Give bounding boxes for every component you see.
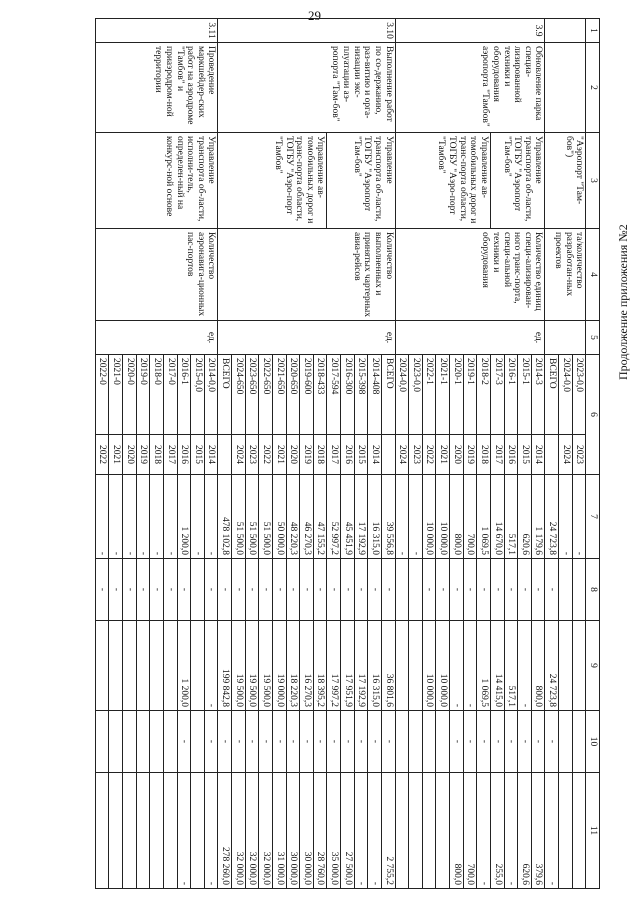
table-cell bbox=[422, 773, 436, 889]
table-cell: 379,6 bbox=[531, 773, 545, 889]
table-cell: ед. bbox=[395, 321, 545, 355]
table-cell bbox=[572, 711, 586, 773]
table-cell: - bbox=[259, 711, 273, 773]
table-row bbox=[382, 19, 396, 889]
table-cell bbox=[109, 773, 123, 889]
table-cell: - bbox=[504, 711, 518, 773]
table-cell: - bbox=[136, 559, 150, 621]
table-cell: 2018 bbox=[150, 435, 164, 475]
table-cell: - bbox=[218, 559, 232, 621]
table-cell: 2023-0,0 bbox=[572, 355, 586, 435]
table-cell bbox=[191, 621, 205, 711]
table-cell: 2017 bbox=[164, 435, 178, 475]
table-cell: 2019-0 bbox=[136, 355, 150, 435]
table-cell: 47 155,2 bbox=[313, 475, 327, 559]
table-cell: - bbox=[450, 621, 464, 711]
table-cell bbox=[572, 773, 586, 889]
table-cell: - bbox=[450, 711, 464, 773]
table-cell: 2024-0,0 bbox=[395, 355, 409, 435]
table-cell: - bbox=[204, 773, 218, 889]
table-cell: - bbox=[504, 773, 518, 889]
table-cell: 2023 bbox=[245, 435, 259, 475]
table-cell: - bbox=[463, 559, 477, 621]
table-cell: - bbox=[341, 559, 355, 621]
table-cell: - bbox=[136, 475, 150, 559]
table-cell: - bbox=[531, 559, 545, 621]
table-cell: - bbox=[300, 711, 314, 773]
table-cell bbox=[123, 773, 137, 889]
table-cell: - bbox=[504, 559, 518, 621]
table-cell bbox=[95, 711, 109, 773]
table-cell bbox=[545, 43, 586, 133]
table-cell: - bbox=[177, 773, 191, 889]
table-cell: 2020 bbox=[123, 435, 137, 475]
table-cell: 2021 bbox=[436, 435, 450, 475]
table-cell: 1 179,6 bbox=[531, 475, 545, 559]
table-cell: 2015-398 bbox=[354, 355, 368, 435]
table-cell: 2017-594 bbox=[327, 355, 341, 435]
table-cell: - bbox=[150, 475, 164, 559]
table-body bbox=[95, 19, 586, 889]
table-cell: 14 415,0 bbox=[491, 621, 505, 711]
table-cell bbox=[409, 773, 423, 889]
table-cell: 2016 bbox=[504, 435, 518, 475]
table-cell: - bbox=[95, 475, 109, 559]
table-cell: 620,6 bbox=[518, 475, 532, 559]
table-cell: - bbox=[572, 475, 586, 559]
table-cell: 800,0 bbox=[450, 475, 464, 559]
table-cell: 2016 bbox=[177, 435, 191, 475]
table-cell: 17 951,9 bbox=[341, 621, 355, 711]
table-cell bbox=[545, 321, 586, 355]
table-cell bbox=[150, 621, 164, 711]
table-cell: 2018 bbox=[477, 435, 491, 475]
col-header-6: 6 bbox=[586, 355, 600, 475]
table-cell: - bbox=[382, 559, 396, 621]
table-cell: 36 801,6 bbox=[382, 621, 396, 711]
table-cell: 10 000,0 bbox=[422, 621, 436, 711]
table-cell: 2017-0 bbox=[164, 355, 178, 435]
table-row bbox=[204, 19, 218, 889]
table-cell: - bbox=[245, 559, 259, 621]
table-cell: Управление транспорта об-ласти, исполни-тель, определен-ный на конкурс-ной основе bbox=[95, 133, 218, 229]
table-cell bbox=[395, 773, 409, 889]
table-cell: 2014 bbox=[204, 435, 218, 475]
table-cell: 2015-0,0 bbox=[191, 355, 205, 435]
table-cell: 2018-433 bbox=[313, 355, 327, 435]
table-cell: Обновление парка специа-лизированной техники и оборудования аэропорта "Тамбов" bbox=[395, 43, 545, 133]
table-cell: - bbox=[300, 559, 314, 621]
table-cell bbox=[395, 559, 409, 621]
table-cell: 2019 bbox=[136, 435, 150, 475]
table-cell: - bbox=[422, 559, 436, 621]
table-cell: 2023 bbox=[572, 435, 586, 475]
table-cell: 32 000,0 bbox=[245, 773, 259, 889]
table-cell: - bbox=[395, 475, 409, 559]
table-cell: 16 315,0 bbox=[368, 621, 382, 711]
table-cell: 2016-1 bbox=[177, 355, 191, 435]
table-cell: 17 192,9 bbox=[354, 475, 368, 559]
table-cell: 45 451,9 bbox=[341, 475, 355, 559]
table-cell bbox=[409, 559, 423, 621]
table-cell: 2014 bbox=[368, 435, 382, 475]
table-cell: 2019-1 bbox=[463, 355, 477, 435]
table-cell: 3.9 bbox=[395, 19, 545, 43]
col-header-3: 3 bbox=[586, 133, 600, 229]
table-cell: 39 556,8 bbox=[382, 475, 396, 559]
table-cell: - bbox=[518, 711, 532, 773]
table-cell: - bbox=[95, 559, 109, 621]
table-cell: - bbox=[218, 711, 232, 773]
table-cell: - bbox=[204, 559, 218, 621]
table-cell: - bbox=[259, 559, 273, 621]
table-cell bbox=[136, 773, 150, 889]
table-cell: 2015 bbox=[191, 435, 205, 475]
table-cell: ВСЕГО bbox=[218, 355, 232, 435]
table-cell: - bbox=[232, 711, 246, 773]
table-cell: 2021-650 bbox=[273, 355, 287, 435]
table-cell: 2016-1 bbox=[504, 355, 518, 435]
table-cell bbox=[191, 773, 205, 889]
table-cell: 2022 bbox=[422, 435, 436, 475]
table-cell: Количество аэронавига-ционных пас-портов bbox=[95, 229, 218, 321]
table-cell bbox=[95, 621, 109, 711]
table-cell: 2017 bbox=[491, 435, 505, 475]
table-cell: - bbox=[109, 475, 123, 559]
table-cell: - bbox=[123, 475, 137, 559]
table-cell: - bbox=[204, 711, 218, 773]
table-cell: 2022-650 bbox=[259, 355, 273, 435]
table-cell: 2016-300 bbox=[341, 355, 355, 435]
table-cell bbox=[109, 621, 123, 711]
table-cell bbox=[409, 621, 423, 711]
table-cell: - bbox=[313, 559, 327, 621]
table-cell: 2018-0 bbox=[150, 355, 164, 435]
table-cell: 2014-3 bbox=[531, 355, 545, 435]
table-cell: - bbox=[164, 559, 178, 621]
table-cell bbox=[218, 435, 232, 475]
table-cell: 2024 bbox=[395, 435, 409, 475]
rotated-table-stage bbox=[10, 18, 600, 888]
table-cell: 19 500,0 bbox=[245, 621, 259, 711]
table-cell bbox=[150, 773, 164, 889]
table-cell: - bbox=[545, 559, 559, 621]
table-cell: 2022 bbox=[95, 435, 109, 475]
table-cell: 517,1 bbox=[504, 475, 518, 559]
table-row bbox=[572, 19, 586, 889]
table-cell: 2021 bbox=[273, 435, 287, 475]
table-cell bbox=[395, 621, 409, 711]
table-cell bbox=[422, 711, 436, 773]
table-cell: 51 500,0 bbox=[245, 475, 259, 559]
table-cell bbox=[164, 711, 178, 773]
table-cell bbox=[136, 711, 150, 773]
table-cell: - bbox=[177, 711, 191, 773]
table-cell: - bbox=[368, 559, 382, 621]
table-cell: - bbox=[327, 711, 341, 773]
table-cell: 19 500,0 bbox=[232, 621, 246, 711]
table-cell: - bbox=[273, 711, 287, 773]
table-cell: - bbox=[368, 711, 382, 773]
table-cell: 2024-650 bbox=[232, 355, 246, 435]
col-header-7: 7 bbox=[586, 475, 600, 559]
table-cell: 2015 bbox=[518, 435, 532, 475]
table-cell: - bbox=[545, 773, 559, 889]
table-cell bbox=[123, 621, 137, 711]
page-number: 29 bbox=[308, 8, 321, 23]
header-row bbox=[586, 19, 600, 889]
table-cell: 517,1 bbox=[504, 621, 518, 711]
table-cell: 2018-2 bbox=[477, 355, 491, 435]
table-cell: та/количество разработан-ных проектов bbox=[545, 229, 586, 321]
table-cell: 2021 bbox=[109, 435, 123, 475]
table-cell bbox=[559, 711, 573, 773]
table-cell bbox=[559, 559, 573, 621]
table-cell: - bbox=[477, 773, 491, 889]
table-cell: 31 000,0 bbox=[273, 773, 287, 889]
table-cell: - bbox=[518, 621, 532, 711]
table-cell: 10 000,0 bbox=[436, 621, 450, 711]
table-cell: 2015-1 bbox=[518, 355, 532, 435]
table-cell: 32 000,0 bbox=[259, 773, 273, 889]
table-cell: 1 200,0 bbox=[177, 621, 191, 711]
table-cell: - bbox=[245, 711, 259, 773]
col-header-5: 5 bbox=[586, 321, 600, 355]
table-cell bbox=[150, 711, 164, 773]
table-cell: 19 500,0 bbox=[259, 621, 273, 711]
table-row bbox=[477, 19, 491, 889]
program-table bbox=[95, 18, 600, 889]
continuation-label: Продолжение приложения №2 bbox=[616, 224, 630, 380]
table-cell: - bbox=[354, 711, 368, 773]
table-cell: 27 500,0 bbox=[341, 773, 355, 889]
table-cell: - bbox=[409, 475, 423, 559]
col-header-2: 2 bbox=[586, 43, 600, 133]
table-cell: - bbox=[477, 711, 491, 773]
table-cell: - bbox=[463, 621, 477, 711]
col-header-1: 1 bbox=[586, 19, 600, 43]
table-cell: 2018 bbox=[313, 435, 327, 475]
table-cell bbox=[164, 621, 178, 711]
table-cell: 2017 bbox=[327, 435, 341, 475]
col-header-10: 10 bbox=[586, 711, 600, 773]
table-cell: - bbox=[286, 711, 300, 773]
table-cell: 2019 bbox=[300, 435, 314, 475]
table-cell: 2016 bbox=[341, 435, 355, 475]
table-cell: 2020 bbox=[286, 435, 300, 475]
table-cell: 2022-0 bbox=[95, 355, 109, 435]
table-cell: 2023-0,0 bbox=[409, 355, 423, 435]
table-cell: 2 755,2 bbox=[382, 773, 396, 889]
table-cell: 255,0 bbox=[491, 773, 505, 889]
table-cell: 1 069,5 bbox=[477, 475, 491, 559]
table-cell: 35 000,0 bbox=[327, 773, 341, 889]
table-cell: 48 220,3 bbox=[286, 475, 300, 559]
table-row bbox=[531, 19, 545, 889]
table-cell bbox=[545, 435, 559, 475]
table-cell: 2024 bbox=[232, 435, 246, 475]
table-cell: 51 500,0 bbox=[232, 475, 246, 559]
table-cell: Количество единиц специ-ализирован-ного транс-порта, специ-альной техники и оборудования bbox=[395, 229, 545, 321]
table-cell: 800,0 bbox=[531, 621, 545, 711]
table-cell: Проведение маркшейдер-ских работ на аэродроме "Тамбов" и приаэродром-ной территории bbox=[95, 43, 218, 133]
table-cell: 2020-0 bbox=[123, 355, 137, 435]
table-cell: 50 000,0 bbox=[273, 475, 287, 559]
table-cell: 10 000,0 bbox=[422, 475, 436, 559]
table-cell: 14 670,0 bbox=[491, 475, 505, 559]
table-cell: - bbox=[204, 475, 218, 559]
table-cell: 10 000,0 bbox=[436, 475, 450, 559]
table-cell bbox=[191, 711, 205, 773]
table-cell: ВСЕГО bbox=[545, 355, 559, 435]
col-header-8: 8 bbox=[586, 559, 600, 621]
table-cell: 2023-650 bbox=[245, 355, 259, 435]
table-cell: - bbox=[354, 559, 368, 621]
table-cell: 2014 bbox=[531, 435, 545, 475]
table-cell: 2015 bbox=[354, 435, 368, 475]
table-cell: - bbox=[436, 559, 450, 621]
table-cell: 51 500,0 bbox=[259, 475, 273, 559]
table-cell: 24 723,8 bbox=[545, 475, 559, 559]
table-cell: - bbox=[477, 559, 491, 621]
table-cell: - bbox=[491, 559, 505, 621]
table-cell: 52 997,2 bbox=[327, 475, 341, 559]
table-cell bbox=[436, 773, 450, 889]
table-cell bbox=[395, 711, 409, 773]
table-cell: - bbox=[164, 475, 178, 559]
col-header-4: 4 bbox=[586, 229, 600, 321]
table-cell bbox=[559, 621, 573, 711]
table-cell: 1 069,5 bbox=[477, 621, 491, 711]
table-cell bbox=[436, 711, 450, 773]
table-cell: 2024-0,0 bbox=[559, 355, 573, 435]
table-cell: 700,0 bbox=[463, 773, 477, 889]
table-cell: 17 997,2 bbox=[327, 621, 341, 711]
table-cell: 2021-0 bbox=[109, 355, 123, 435]
table-cell: - bbox=[204, 621, 218, 711]
continuation-label-wrap bbox=[616, 200, 634, 380]
table-cell: 16 315,0 bbox=[368, 475, 382, 559]
table-cell: 199 842,8 bbox=[218, 621, 232, 711]
table-cell: 18 395,2 bbox=[313, 621, 327, 711]
table-cell bbox=[572, 621, 586, 711]
table-cell: 2024 bbox=[559, 435, 573, 475]
table-cell: - bbox=[286, 559, 300, 621]
table-cell: - bbox=[559, 475, 573, 559]
table-cell: 3.10 bbox=[218, 19, 395, 43]
table-cell: - bbox=[341, 711, 355, 773]
table-cell: 700,0 bbox=[463, 475, 477, 559]
table-cell: - bbox=[463, 711, 477, 773]
table-cell bbox=[545, 19, 586, 43]
table-cell: - bbox=[232, 559, 246, 621]
table-cell: 18 220,3 bbox=[286, 621, 300, 711]
table-cell bbox=[559, 773, 573, 889]
table-cell bbox=[95, 773, 109, 889]
table-cell bbox=[164, 773, 178, 889]
table-cell: - bbox=[327, 559, 341, 621]
table-cell: - bbox=[354, 773, 368, 889]
table-cell: 17 192,9 bbox=[354, 621, 368, 711]
table-cell: - bbox=[368, 773, 382, 889]
table-cell: Выполнение работ по со-держанию, раз-витию и орга-низации экс-плуатации аэ-ропорта "Там-бов" bbox=[218, 43, 395, 133]
table-cell: 28 760,0 bbox=[313, 773, 327, 889]
table-cell: 278 260,0 bbox=[218, 773, 232, 889]
table-cell: 2014-408 bbox=[368, 355, 382, 435]
table-cell: 478 102,8 bbox=[218, 475, 232, 559]
table-cell: - bbox=[273, 559, 287, 621]
table-cell bbox=[123, 711, 137, 773]
table-cell: - bbox=[545, 711, 559, 773]
table-cell: 2021-1 bbox=[436, 355, 450, 435]
table-cell: 2022-1 bbox=[422, 355, 436, 435]
table-cell: - bbox=[491, 711, 505, 773]
table-cell bbox=[191, 559, 205, 621]
table-cell: 2019-600 bbox=[300, 355, 314, 435]
table-cell: ед. bbox=[95, 321, 218, 355]
col-header-9: 9 bbox=[586, 621, 600, 711]
table-cell: - bbox=[382, 711, 396, 773]
table-cell: Управление транспорта об-ласти, ТОГБУ "Аэропорт "Там-бов" bbox=[491, 133, 546, 229]
table-cell: 30 000,0 bbox=[286, 773, 300, 889]
table-cell: 1 200,0 bbox=[177, 475, 191, 559]
table-cell: - bbox=[150, 559, 164, 621]
table-cell bbox=[136, 621, 150, 711]
table-cell: Количество выполненных и принятых чартерных авиа-рейсов bbox=[218, 229, 395, 321]
table-cell: 19 000,0 bbox=[273, 621, 287, 711]
table-cell: "Аэропорт "Там-бов") bbox=[545, 133, 586, 229]
table-cell bbox=[109, 711, 123, 773]
table-cell bbox=[409, 711, 423, 773]
table-cell: 46 270,3 bbox=[300, 475, 314, 559]
table-cell: 2019 bbox=[463, 435, 477, 475]
table-cell: ед. bbox=[218, 321, 395, 355]
table-cell: Управление транспорта об-ласти, ТОГБУ "Аэропорт "Там-бов" bbox=[327, 133, 395, 229]
table-cell: 620,6 bbox=[518, 773, 532, 889]
table-cell: 24 723,8 bbox=[545, 621, 559, 711]
table-cell: - bbox=[313, 711, 327, 773]
table-cell: 32 000,0 bbox=[232, 773, 246, 889]
table-cell: ВСЕГО bbox=[382, 355, 396, 435]
table-cell: 2023 bbox=[409, 435, 423, 475]
table-cell: 2020-650 bbox=[286, 355, 300, 435]
table-cell: 2020 bbox=[450, 435, 464, 475]
table-cell: - bbox=[450, 559, 464, 621]
table-cell: 2017-3 bbox=[491, 355, 505, 435]
table-cell: - bbox=[123, 559, 137, 621]
table-cell: - bbox=[177, 559, 191, 621]
table-cell: 30 000,0 bbox=[300, 773, 314, 889]
table-cell: 2014-0,0 bbox=[204, 355, 218, 435]
table-cell: - bbox=[191, 475, 205, 559]
table-row bbox=[313, 19, 327, 889]
table-cell bbox=[382, 435, 396, 475]
table-cell: Управление ав-томобильных дорог и транс-порта области, ТОГБУ "Аэро-порт "Тамбов" bbox=[218, 133, 327, 229]
table-cell: 3.11 bbox=[95, 19, 218, 43]
table-cell: 800,0 bbox=[450, 773, 464, 889]
table-cell: - bbox=[531, 711, 545, 773]
table-cell: Управление ав-томобильных дорог и транс-порта области, ТОГБУ "Аэро-порт "Тамбов" bbox=[395, 133, 490, 229]
table-cell: - bbox=[109, 559, 123, 621]
table-cell: - bbox=[518, 559, 532, 621]
table-cell: 2022 bbox=[259, 435, 273, 475]
table-cell bbox=[572, 559, 586, 621]
col-header-11: 11 bbox=[586, 773, 600, 889]
table-cell: 2020-1 bbox=[450, 355, 464, 435]
table-cell: 16 270,3 bbox=[300, 621, 314, 711]
